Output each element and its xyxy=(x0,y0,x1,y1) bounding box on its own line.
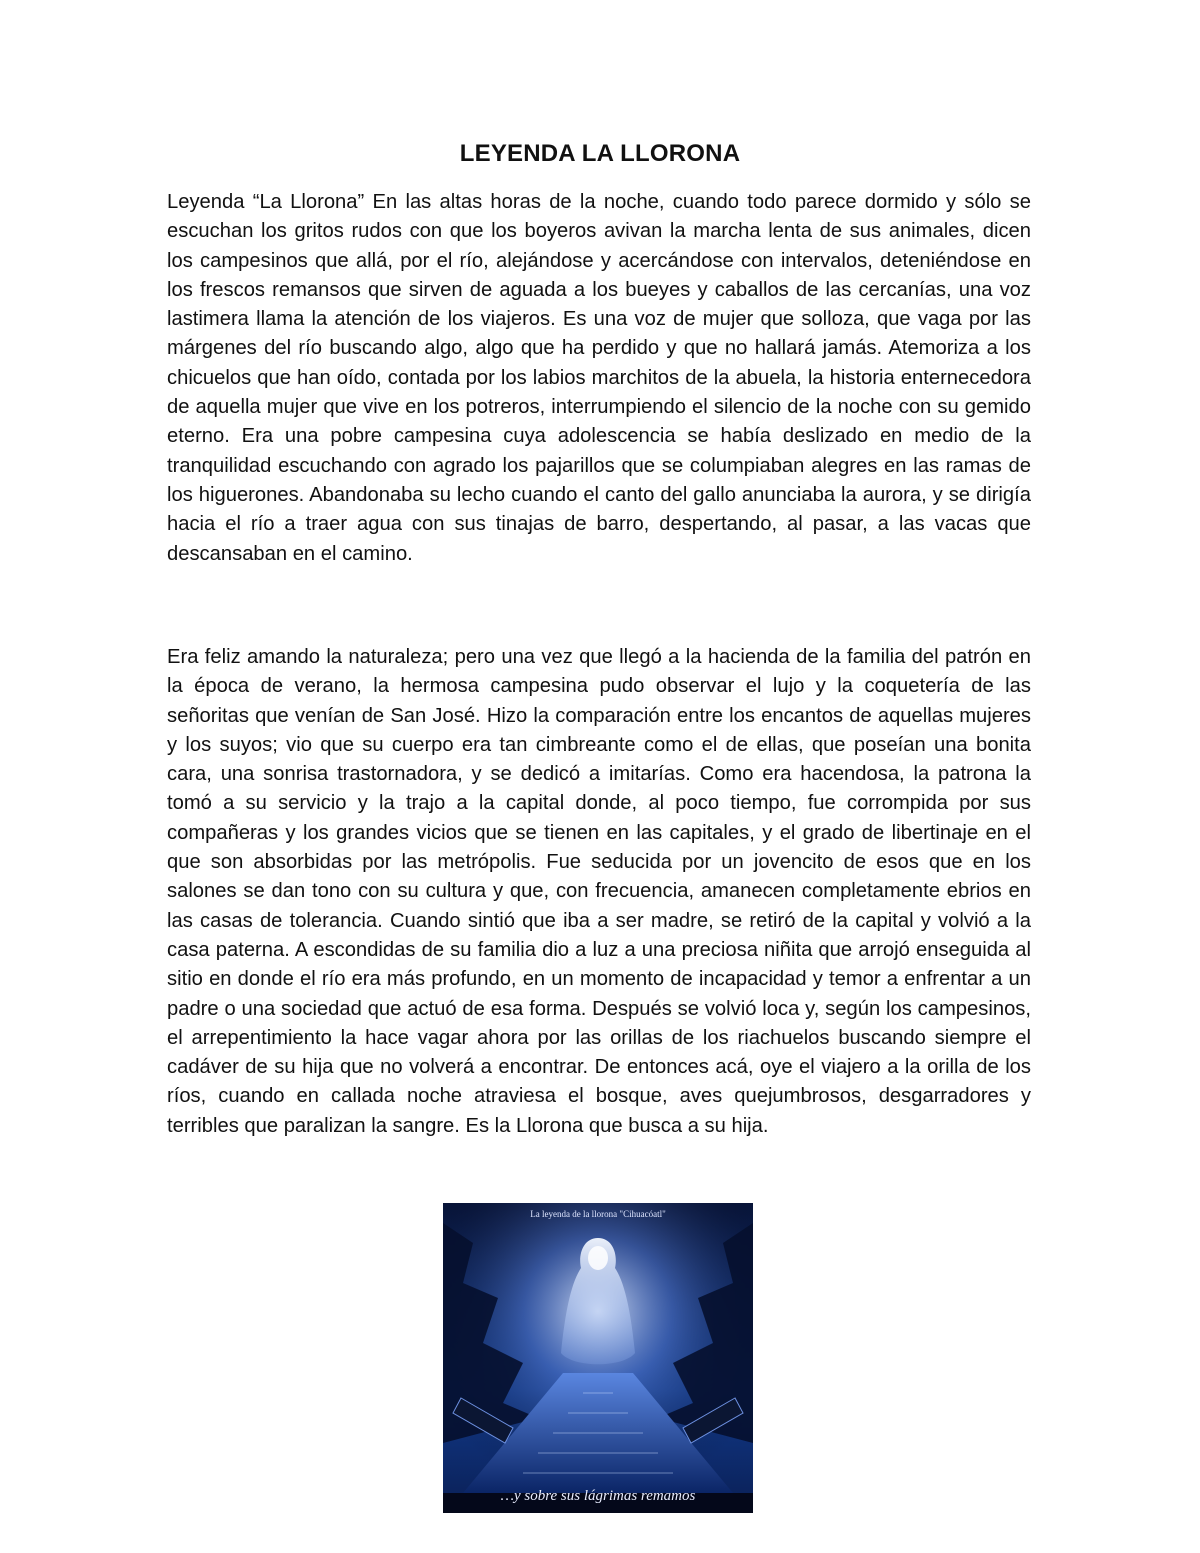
paragraph-2: Era feliz amando la naturaleza; pero una vez que llegó a la hacienda de la familia del patrón en la época de verano, la hermosa campesina pudo observar el lujo y la coquetería de las señoritas que venían de San José. Hizo la comparación entre los encantos de aquellas mujeres y los suyos; vio que su cuerpo era tan cimbreante como el de ellas, que poseían una bonita cara, una sonrisa trastornadora, y se dedicó a imitarías. Como era hacendosa, la patrona la tomó a su servicio y la trajo a la capital donde, al poco tiempo, fue corrompida por sus compañeras y los grandes vicios que se tienen en las capitales, y el grado de libertinaje en el que son absorbidas por las metrópolis. Fue seducida por un jovencito de esos que en los salones se dan tono con su cultura y que, con frecuencia, amanecen completamente ebrios en las casas de tolerancia. Cuando sintió que iba a ser madre, se retiró de la capital y volvió a la casa paterna. A escondidas de su familia dio a luz a una preciosa niñita que arrojó enseguida al sitio en donde el río era más profundo, en un momento de incapacidad y temor a enfrentar a un padre o una sociedad que actuó de esa forma. Después se volvió loca y, según los campesinos, el arrepentimiento la hace vagar ahora por las orillas de los riachuelos buscando siempre el cadáver de su hija que no volverá a encontrar. De entonces acá, oye el viajero a la orilla de los ríos, cuando en callada noche atraviesa el bosque, aves quejumbrosos, desgarradores y terribles que paralizan la sangre. Es la Llorona que busca a su hija. xyxy=(167,646,1031,1137)
illustration-caption-bottom: …y sobre sus lágrimas remamos xyxy=(500,1488,696,1504)
paragraph-1: Leyenda “La Llorona” En las altas horas de la noche, cuando todo parece dormido y sólo se escuchan los gritos rudos con que los boyeros avivan la marcha lenta de sus animales, dicen los campesinos que allá, por el río, alejándose y acercándose con intervalos, deteniéndose en los frescos remansos que sirven de aguada a los bueyes y caballos de las cercanías, una voz lastimera llama la atención de los viajeros. Es una voz de mujer que solloza, que vaga por las márgenes del río buscando algo, algo que ha perdido y que no hallará jamás. Atemoriza a los chicuelos que han oído, contada por los labios marchitos de la abuela, la historia enternecedora de aquella mujer que vive en los potreros, interrumpiendo el silencio de la noche con su gemido eterno. Era una pobre campesina cuya adolescencia se había deslizado en medio de la tranquilidad escuchando con agrado los pajarillos que se columpiaban alegres en las ramas de los higuerones. Abandonaba su lecho cuando el canto del gallo anunciaba la aurora, y se dirigía hacia el río a traer agua con sus tinajas de barro, despertando, al pasar, a las vacas que descansaban en el camino. xyxy=(167,191,1031,565)
page-title: LEYENDA LA LLORONA xyxy=(459,140,741,167)
llorona-illustration xyxy=(443,1203,753,1513)
illustration-art xyxy=(443,1203,753,1513)
illustration-caption-top: La leyenda de la llorona "Cihuacóatl" xyxy=(530,1209,666,1219)
ghost-face xyxy=(588,1246,608,1270)
